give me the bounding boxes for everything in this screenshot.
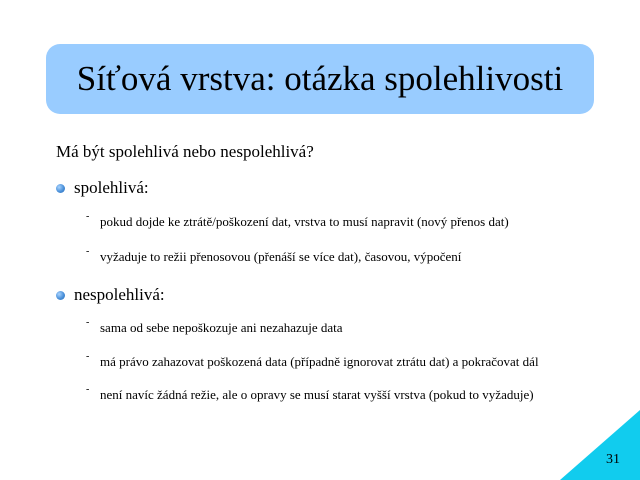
page-number: 31 (606, 452, 620, 467)
corner-decoration (560, 410, 640, 480)
bullet-reliable (56, 178, 149, 198)
sub-item-text: sama od sebe nepoškozuje ani nezahazuje data (100, 320, 343, 335)
sub-item (86, 211, 509, 230)
sub-item-text: není navíc žádná režie, ale o opravy se musí starat vyšší vrstva (pokud to vyžaduje) (100, 387, 534, 402)
title-box (46, 44, 594, 114)
sub-item (86, 351, 539, 370)
sub-item (86, 317, 343, 336)
sub-item-text: má právo zahazovat poškozená data (případně ignorovat ztrátu dat) a pokračovat dál (100, 354, 539, 369)
dash-icon: - (86, 211, 90, 222)
sub-item (86, 384, 534, 403)
bullet-label: spolehlivá: (74, 178, 149, 197)
sub-item-text: vyžaduje to režii přenosovou (přenáší se více dat), časovou, výpočení (100, 249, 462, 264)
dash-icon: - (86, 351, 90, 362)
sub-item-text: pokud dojde ke ztrátě/poškození dat, vrstva to musí napravit (nový přenos dat) (100, 214, 509, 229)
slide-title: Síťová vrstva: otázka spolehlivosti (76, 59, 564, 98)
dash-icon: - (86, 246, 90, 257)
dash-icon: - (86, 384, 90, 395)
bullet-label: nespolehlivá: (74, 285, 165, 304)
blue-dot-icon (56, 291, 65, 300)
sub-item (86, 246, 462, 265)
dash-icon: - (86, 317, 90, 328)
blue-dot-icon (56, 184, 65, 193)
intro-question: Má být spolehlivá nebo nespolehlivá? (56, 142, 314, 161)
bullet-unreliable (56, 285, 165, 305)
